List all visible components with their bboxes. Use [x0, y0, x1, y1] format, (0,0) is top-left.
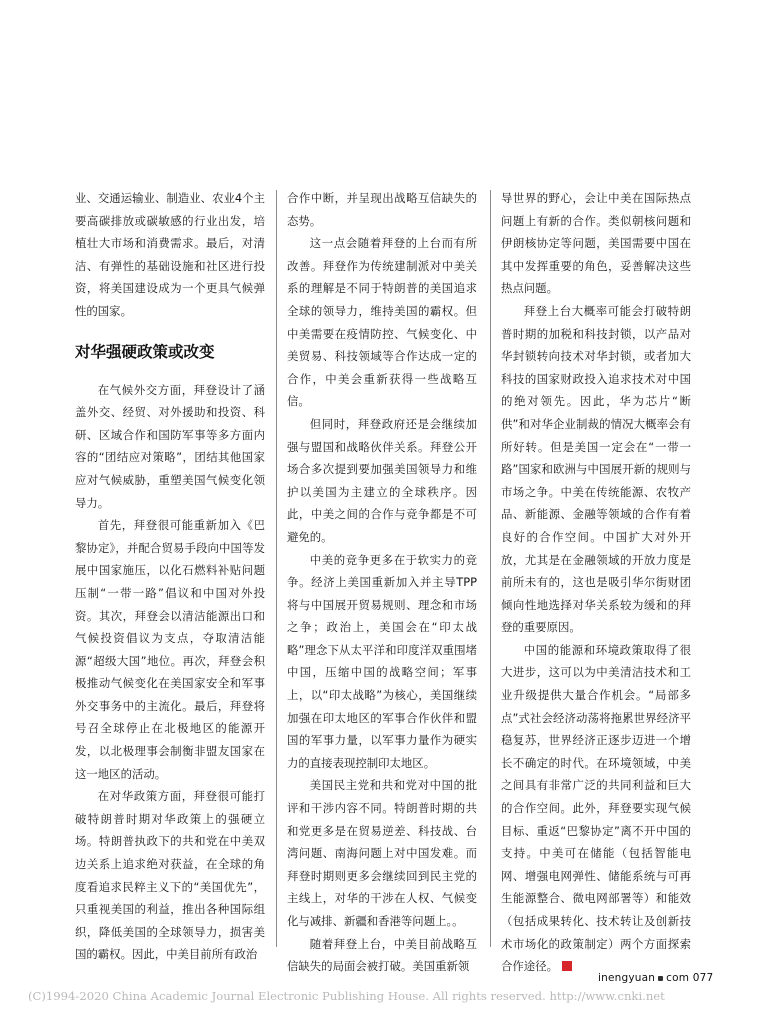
paragraph: 在气候外交方面，拜登设计了涵盖外交、经贸、对外援助和投资、科研、区域合作和国防军事等多方面内容的“团结应对策略”，团结其他国家应对气候威胁，重塑美国气候变化领导力。 — [75, 382, 265, 510]
column-divider-1 — [276, 190, 277, 947]
column-divider-2 — [490, 190, 491, 947]
paragraph: 随着拜登上台，中美目前战略互信缺失的局面会被打破。美国重新领 — [287, 936, 477, 974]
site-name-right: com — [666, 972, 690, 984]
column-2 — [287, 187, 477, 978]
paragraph: 但同时，拜登政府还是会继续加强与盟国和战略伙伴关系。拜登公开场合多次提到要加强美国领导力和维护以美国为主建立的全球秩序。因此，中美之间的合作与竞争都是不可避免的。 — [287, 416, 477, 544]
paragraph: 美国民主党和共和党对中国的批评和干涉内容不同。特朗普时期的共和党更多是在贸易逆差、科技战、台湾问题、南海问题上对中国发难。而拜登时期则更多会继续回到民主党的主线上，对华的干涉在人权、气候变化与减排、新疆和香港等问题上。。 — [287, 778, 477, 928]
paragraph-text: 中国的能源和环境政策取得了很大进步，这可以为中美清洁技术和工业升级提供大量合作机会。“局部多点”式社会经济动荡将拖累世界经济平稳复苏，世界经济正逐步迈进一个增长不确定的时代。在环境领域，中美之间具有非常广泛的共同利益和巨大的合作空间。此外，拜登要实现气候目标、重返“巴黎协定”离不开中国的支持。中美可在储能（包括智能电网、增强电网弹性、储能系统与可再生能源整合、微电网部署等）和能效（包括成果转化、技术转让及创新技术市场化的政策制定）两个方面探索合作途径。 — [501, 642, 691, 974]
paragraph: 合作中断，并呈现出战略互信缺失的态势。 — [287, 191, 477, 228]
paragraph: 业、交通运输业、制造业、农业4个主要高碳排放或碳敏感的行业出发，培植壮大市场和消费需求。最后，对清洁、有弹性的基础设施和社区进行投资，将美国建设成为一个更具气候弹性的国家。 — [75, 191, 265, 318]
paragraph: 中美的竞争更多在于软实力的竞争。经济上美国重新加入并主导TPP将与中国展开贸易规则、理念和市场之争；政治上，美国会在“印太战略”理念下从太平洋和印度洋双重围堵中国，压缩中国的战略空间；军事上，以“印太战略”为核心，美国继续加强在印太地区的军事合作伙伴和盟国的军事力量，以军事力量作为硬实力的直接表现控制印太地区。 — [287, 552, 477, 770]
copyright-footer: (C)1994-2020 China Academic Journal Electronic Publishing House. All rights reserved. http://www.cnki.net — [28, 989, 665, 1003]
end-mark-icon — [562, 961, 572, 971]
column-1 — [75, 187, 265, 966]
paragraph: 在对华政策方面，拜登很可能打破特朗普时期对华政策上的强硬立场。特朗普执政下的共和党在中美双边关系上追求绝对获益，在全球的角度看追求民粹主义下的“美国优先”，只重视美国的利益，推出各种国际组织，降低美国的全球领导力，损害美国的霸权。因此，中美目前所有政治 — [75, 789, 265, 962]
paragraph: 这一点会随着拜登的上台而有所改善。拜登作为传统建制派对中美关系的理解是不同于特朗普的美国追求全球的领导力，维持美国的霸权。但中美需要在疫情防控、气候变化、中美贸易、科技领域等合作达成一定的合作，中美会重新获得一些战略互信。 — [287, 236, 477, 409]
paragraph: 首先，拜登很可能重新加入《巴黎协定》，并配合贸易手段向中国等发展中国家施压，以化石燃料补贴问题压制“一带一路”倡议和中国对外投资。其次，拜登会以清洁能源出口和气候投资倡议为支点，夺取清洁能源“超级大国”地位。再次，拜登会积极推动气候变化在美国家安全和军事外交事务中的主流化。最后，拜登将号召全球停止在北极地区的能源开发，以北极理事会制衡非盟友国家在这一地区的活动。 — [75, 518, 265, 781]
site-page-marker — [598, 972, 713, 984]
separator-dot-icon — [658, 976, 663, 981]
paragraph-final — [501, 639, 691, 978]
section-heading: 对华强硬政策或改变 — [75, 342, 215, 361]
column-3 — [501, 187, 691, 978]
paragraph: 拜登上台大概率可能会打破特朗普时期的加税和科技封锁，以产品对华封锁转向技术对华封锁，或者加大科技的国家财政投入追求技术对中国的绝对领先。因此，华为芯片“断供”和对华企业制裁的情况大概率会有所好转。但是美国一定会在“一带一路”国家和欧洲与中国展开新的规则与市场之争。中美在传统能源、农牧产品、新能源、金融等领域的合作有着良好的合作空间。中国扩大对外开放，尤其是在金融领域的开放力度是前所未有的，这也是吸引华尔街财团倾向性地选择对华关系较为缓和的拜登的重要原因。 — [501, 303, 691, 635]
site-name-left: inengyuan — [598, 972, 656, 984]
page-number: 077 — [692, 972, 714, 984]
paragraph: 导世界的野心，会让中美在国际热点问题上有新的合作。类似朝核问题和伊朗核协定等问题，美国需要中国在其中发挥重要的角色，妥善解决这些热点问题。 — [501, 191, 691, 296]
